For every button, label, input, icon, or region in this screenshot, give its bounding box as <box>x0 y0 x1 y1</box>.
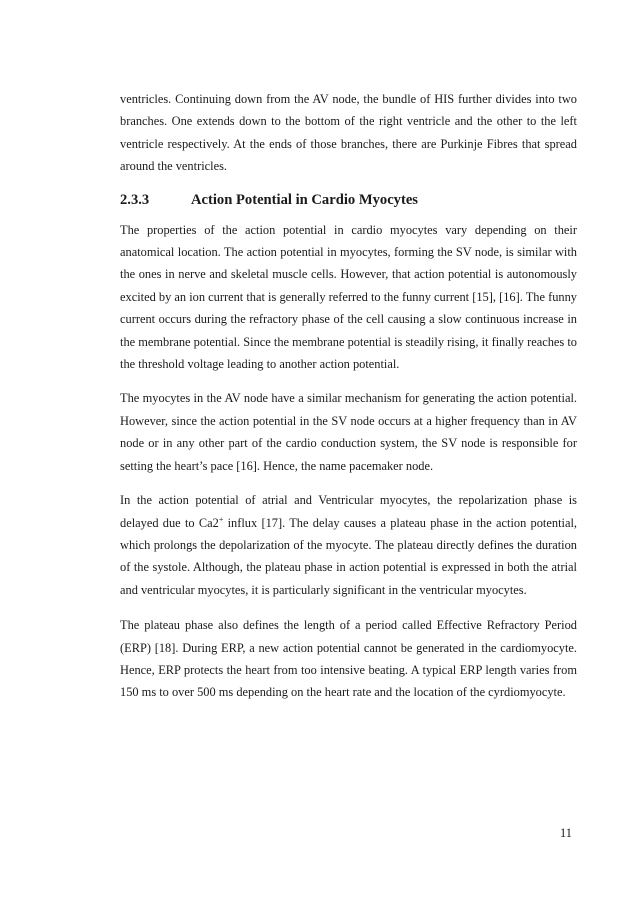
section-heading <box>120 190 577 210</box>
paragraph-action-potential-properties: The properties of the action potential in cardio myocytes vary depending on their anatomical location. The action potential in myocytes, forming the SV node, is similar with the ones in nerve and skeletal muscle cells. However, that action potential is autonomously excited by an ion current that is generally referred to the funny current [15], [16]. The funny current occurs during the refractory phase of the cell causing a slow continuous increase in the membrane potential. Since the membrane potential is steadily rising, it finally reaches to the threshold voltage leading to another action potential. <box>120 222 577 372</box>
superscript-plus: + <box>218 514 224 524</box>
section-title: Action Potential in Cardio Myocytes <box>191 191 418 208</box>
page-body <box>120 88 577 716</box>
paragraph-plateau-text-end: influx [17]. The delay causes a plateau phase in the action potential, which prolongs the depolarization of the myocyte. The plateau directly defines the duration of the systole. Although, the plateau phase in action potential is expressed in both the atrial and ventricular myocytes, it is particularly significant in the ventricular myocytes. <box>120 515 577 597</box>
page-number: 11 <box>560 826 572 840</box>
paragraph-erp: The plateau phase also defines the length of a period called Effective Refractory Period (ERP) [18]. During ERP, a new action potential cannot be generated in the cardiomyocyte. Hence, ERP protects the heart from too intensive beating. A typical ERP length varies from 150 ms to over 500 ms depending on the heart rate and the location of the cyrdiomyocyte. <box>120 618 577 700</box>
paragraph-plateau-phase <box>120 489 577 601</box>
paragraph-ventricles: ventricles. Continuing down from the AV node, the bundle of HIS further divides into two branches. One extends down to the bottom of the right ventricle and the other to the left ventricle respectively. At the ends of those branches, there are Purkinje Fibres that spread around the ventricles. <box>120 92 577 174</box>
paragraph-plateau-text-start: In the action potential of atrial and Ventricular myocytes, the repolarization phase is delayed due to Ca2 <box>120 493 577 530</box>
paragraph-av-node: The myocytes in the AV node have a similar mechanism for generating the action potential. However, since the action potential in the SV node occurs at a higher frequency than in AV node or in any other part of the cardio conduction system, the SV node is responsible for setting the heart’s pace [16]. Hence, the name pacemaker node. <box>120 391 577 473</box>
section-number: 2.3.3 <box>120 191 150 208</box>
